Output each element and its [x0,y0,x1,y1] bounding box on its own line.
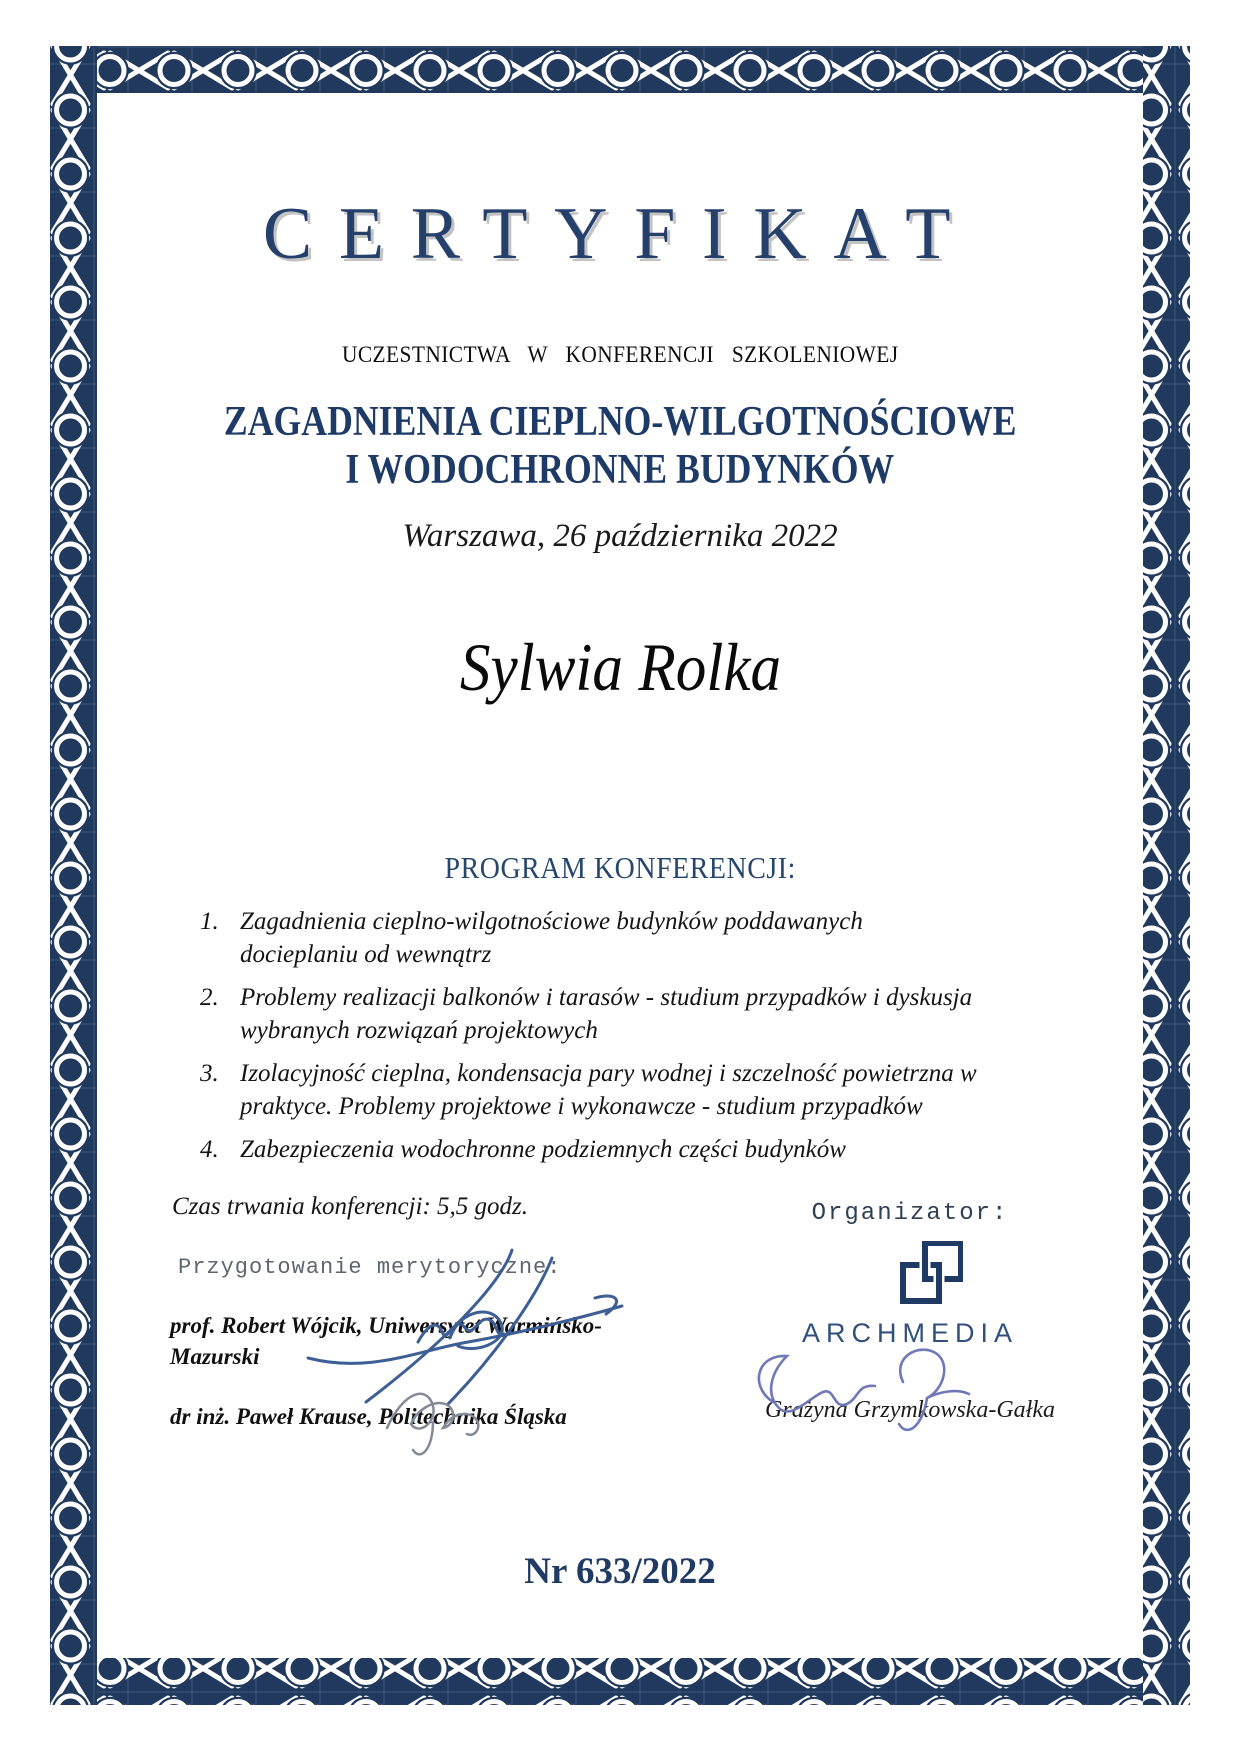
certificate-subtitle [95,342,1145,368]
program-heading [95,850,1145,886]
place-date: Warszawa, 26 października 2022 [402,518,838,554]
recipient-name-text: Sylwia Rolka [459,629,781,705]
conference-title-line1: ZAGADNIENIA CIEPLNO-WILGOTNOŚCIOWE [223,399,1017,445]
program-item-number: 3. [200,1060,219,1087]
program-item-number: 1. [200,908,219,935]
recipient-name [95,628,1145,707]
program-item-text: Izolacyjność cieplna, kondensacja pary wodnej i szczelność powietrzna w praktyce. Problemy projektowe i wykonawcze - studium przypadków [240,1060,977,1120]
speaker-1: prof. Robert Wójcik, Uniwersytet Warmińsko-Mazurski [170,1313,602,1369]
organizer-label: Organizator: [811,1200,1009,1227]
program-item-number: 4. [200,1136,219,1163]
program-item-text: Problemy realizacji balkonów i tarasów - studium przypadków i dyskusja wybranych rozwiązań projektowych [240,984,973,1044]
program-item [200,981,980,1047]
program-item [200,905,980,971]
conference-duration: Czas trwania konferencji: 5,5 godz. [172,1193,529,1220]
organizer-section [745,1200,1075,1424]
conference-title [95,398,1145,494]
program-item [200,1057,980,1123]
speaker-2: dr inż. Paweł Krause, Politechnika Śląska [170,1404,567,1429]
program-list [200,905,980,1176]
program-item-text: Zagadnienia cieplno-wilgotnościowe budynków poddawanych docieplaniu od wewnątrz [240,908,863,968]
program-item-text: Zabezpieczenia wodochronne podziemnych części budynków [240,1136,846,1163]
archmedia-wordmark: ARCHMEDIA [801,1318,1018,1348]
program-item-number: 2. [200,984,219,1011]
program-item [200,1133,980,1166]
certificate-number: Nr 633/2022 [524,1551,716,1592]
conference-title-line2: I WODOCHRONNE BUDYNKÓW [345,447,895,493]
archmedia-logo-icon [785,1241,1075,1310]
program-heading-text: PROGRAM KONFERENCJI: [444,850,796,885]
certificate-subtitle-text: UCZESTNICTWA W KONFERENCJI SZKOLENIOWEJ [341,342,899,367]
certificate-title: CERTYFIKAT [262,193,978,275]
organizer-signer-name: Grażyna Grzymkowska-Gałka [765,1397,1055,1423]
preparation-label: Przygotowanie merytoryczne: [178,1255,562,1280]
